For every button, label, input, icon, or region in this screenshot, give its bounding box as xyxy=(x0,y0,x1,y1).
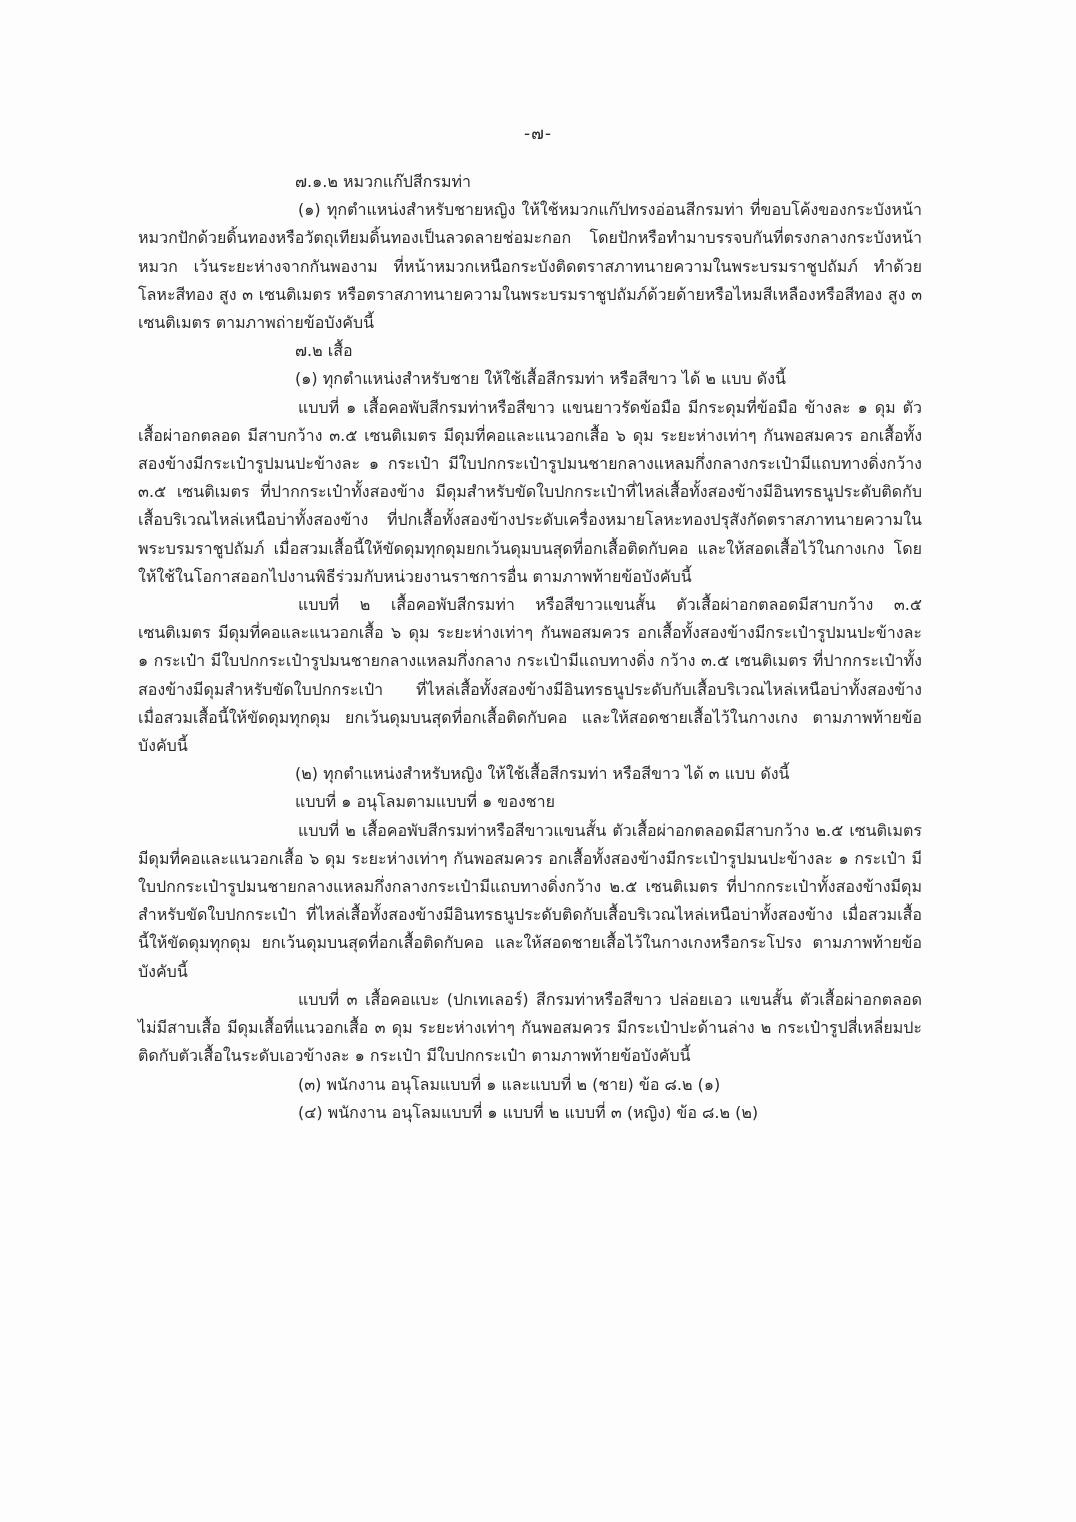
female-style-3: แบบที่ ๓ เสื้อคอแบะ (ปกเทเลอร์) สีกรมท่าหรือสีขาว ปล่อยเอว แขนสั้น ตัวเสื้อผ่าอกตลอดไม่มีสาบเสื้อ มีดุมเสื้อที่แนวอกเสื้อ ๓ ดุม ระยะห่างเท่าๆ กันพอสมควร มีกระเป๋าปะด้านล่าง ๒ กระเป๋ารูปสี่เหลี่ยมปะติดกับตัวเสื้อในระดับเอวข้างละ ๑ กระเป๋า มีใบปกกระเป๋า ตามภาพท้ายข้อบังคับนี้ xyxy=(138,989,922,1066)
female-style-2: แบบที่ ๒ เสื้อคอพับสีกรมท่าหรือสีขาวแขนสั้น ตัวเสื้อผ่าอกตลอดมีสาบกว้าง ๒.๕ เซนติเมตร มีดุมที่คอและแนวอกเสื้อ ๖ ดุม ระยะห่างเท่าๆ กันพอสมควร อกเสื้อทั้งสองข้างมีกระเป๋ารูปมนปะข้างละ ๑ กระเป๋า มีใบปกกระเป๋ารูปมนชายกลางแหลมกึ่งกลางกระเป๋ามีแถบทางดิ่งกว้าง ๒.๕ เซนติเมตร ที่ปากกระเป๋าทั้งสองข้างมีดุมสำหรับขัดใบปกกระเป๋า ที่ไหล่เสื้อทั้งสองข้างมีอินทรธนูประดับติดกับเสื้อบริเวณไหล่เหนือบ่าทั้งสองข้าง เมื่อสวมเสื้อนี้ให้ขัดดุมทุกดุม ยกเว้นดุมบนสุดที่อกเสื้อติดกับคอ และให้สอดชายเสื้อไว้ในกางเกงหรือกระโปรง ตามภาพท้ายข้อบังคับนี้ xyxy=(138,820,922,981)
staff-clause-3: (๓) พนักงาน อนุโลมแบบที่ ๑ และแบบที่ ๒ (ชาย) ข้อ ๘.๒ (๑) xyxy=(298,1074,721,1094)
document-body xyxy=(138,168,922,1127)
heading-7-2: ๗.๒ เสื้อ xyxy=(295,341,353,361)
heading-7-1-2: ๗.๑.๒ หมวกแก๊ปสีกรมท่า xyxy=(295,172,472,191)
shirt-clause-2: (๒) ทุกตำแหน่งสำหรับหญิง ให้ใช้เสื้อสีกรมท่า หรือสีขาว ได้ ๓ แบบ ดังนี้ xyxy=(295,764,790,784)
staff-clause-4: (๔) พนักงาน อนุโลมแบบที่ ๑ แบบที่ ๒ แบบที่ ๓ (หญิง) ข้อ ๘.๒ (๒) xyxy=(298,1102,759,1122)
male-style-1: แบบที่ ๑ เสื้อคอพับสีกรมท่าหรือสีขาว แขนยาวรัดข้อมือ มีกระดุมที่ข้อมือ ข้างละ ๑ ดุม ตัวเสื้อผ่าอกตลอด มีสาบกว้าง ๓.๕ เซนติเมตร มีดุมที่คอและแนวอกเสื้อ ๖ ดุม ระยะห่างเท่าๆ กันพอสมควร อกเสื้อทั้งสองข้างมีกระเป๋ารูปมนปะข้างละ ๑ กระเป๋า มีใบปกกระเป๋ารูปมนชายกลางแหลมกึ่งกลางกระเป๋ามีแถบทางดิ่งกว้าง ๓.๕ เซนติเมตร ที่ปากกระเป๋าทั้งสองข้าง มีดุมสำหรับขัดใบปกกระเป๋าที่ไหล่เสื้อทั้งสองข้างมีอินทรธนูประดับติดกับเสื้อบริเวณไหล่เหนือบ่าทั้งสองข้าง ที่ปกเสื้อทั้งสองข้างประดับเครื่องหมายโลหะทองปรุสังกัดตราสภาทนายความในพระบรมราชูปถัมภ์ เมื่อสวมเสื้อนี้ให้ขัดดุมทุกดุมยกเว้นดุมบนสุดที่อกเสื้อติดกับคอ และให้สอดเสื้อไว้ในกางเกง โดยให้ใช้ในโอกาสออกไปงานพิธีร่วมกับหน่วยงานราชการอื่น ตามภาพท้ายข้อบังคับนี้ xyxy=(138,397,922,586)
male-style-2: แบบที่ ๒ เสื้อคอพับสีกรมท่า หรือสีขาวแขนสั้น ตัวเสื้อผ่าอกตลอดมีสาบกว้าง ๓.๕ เซนติเมตร มีดุมที่คอและแนวอกเสื้อ ๖ ดุม ระยะห่างเท่าๆ กันพอสมควร อกเสื้อทั้งสองข้างมีกระเป๋ารูปมนปะข้างละ ๑ กระเป๋า มีใบปกกระเป๋ารูปมนชายกลางแหลมกึ่งกลาง กระเป๋ามีแถบทางดิ่ง กว้าง ๓.๕ เซนติเมตร ที่ปากกระเป๋าทั้งสองข้างมีดุมสำหรับขัดใบปกกระเป๋า ที่ไหล่เสื้อทั้งสองข้างมีอินทรธนูประดับกับเสื้อบริเวณไหล่เหนือบ่าทั้งสองข้าง เมื่อสวมเสื้อนี้ให้ขัดดุมทุกดุม ยกเว้นดุมบนสุดที่อกเสื้อติดกับคอ และให้สอดชายเสื้อไว้ในกางเกง ตามภาพท้ายข้อบังคับนี้ xyxy=(138,595,922,756)
cap-clause-1: (๑) ทุกตำแหน่งสำหรับชายหญิง ให้ใช้หมวกแก๊ปทรงอ่อนสีกรมท่า ที่ขอบโค้งของกระบังหน้าหมวกปักด้วยดิ้นทองหรือวัตถุเทียมดิ้นทองเป็นลวดลายช่อมะกอก โดยปักหรือทำมาบรรจบกันที่ตรงกลางกระบังหน้าหมวก เว้นระยะห่างจากกันพองาม ที่หน้าหมวกเหนือกระบังติดตราสภาทนายความในพระบรมราชูปถัมภ์ ทำด้วยโลหะสีทอง สูง ๓ เซนติเมตร หรือตราสภาทนายความในพระบรมราชูปถัมภ์ด้วยด้ายหรือไหมสีเหลืองหรือสีทอง สูง ๓ เซนติเมตร ตามภาพถ่ายข้อบังคับนี้ xyxy=(138,200,922,333)
female-style-1: แบบที่ ๑ อนุโลมตามแบบที่ ๑ ของชาย xyxy=(295,792,555,812)
page-number: -๗- xyxy=(523,124,553,144)
shirt-clause-1: (๑) ทุกตำแหน่งสำหรับชาย ให้ใช้เสื้อสีกรมท่า หรือสีขาว ได้ ๒ แบบ ดังนี้ xyxy=(295,369,786,389)
